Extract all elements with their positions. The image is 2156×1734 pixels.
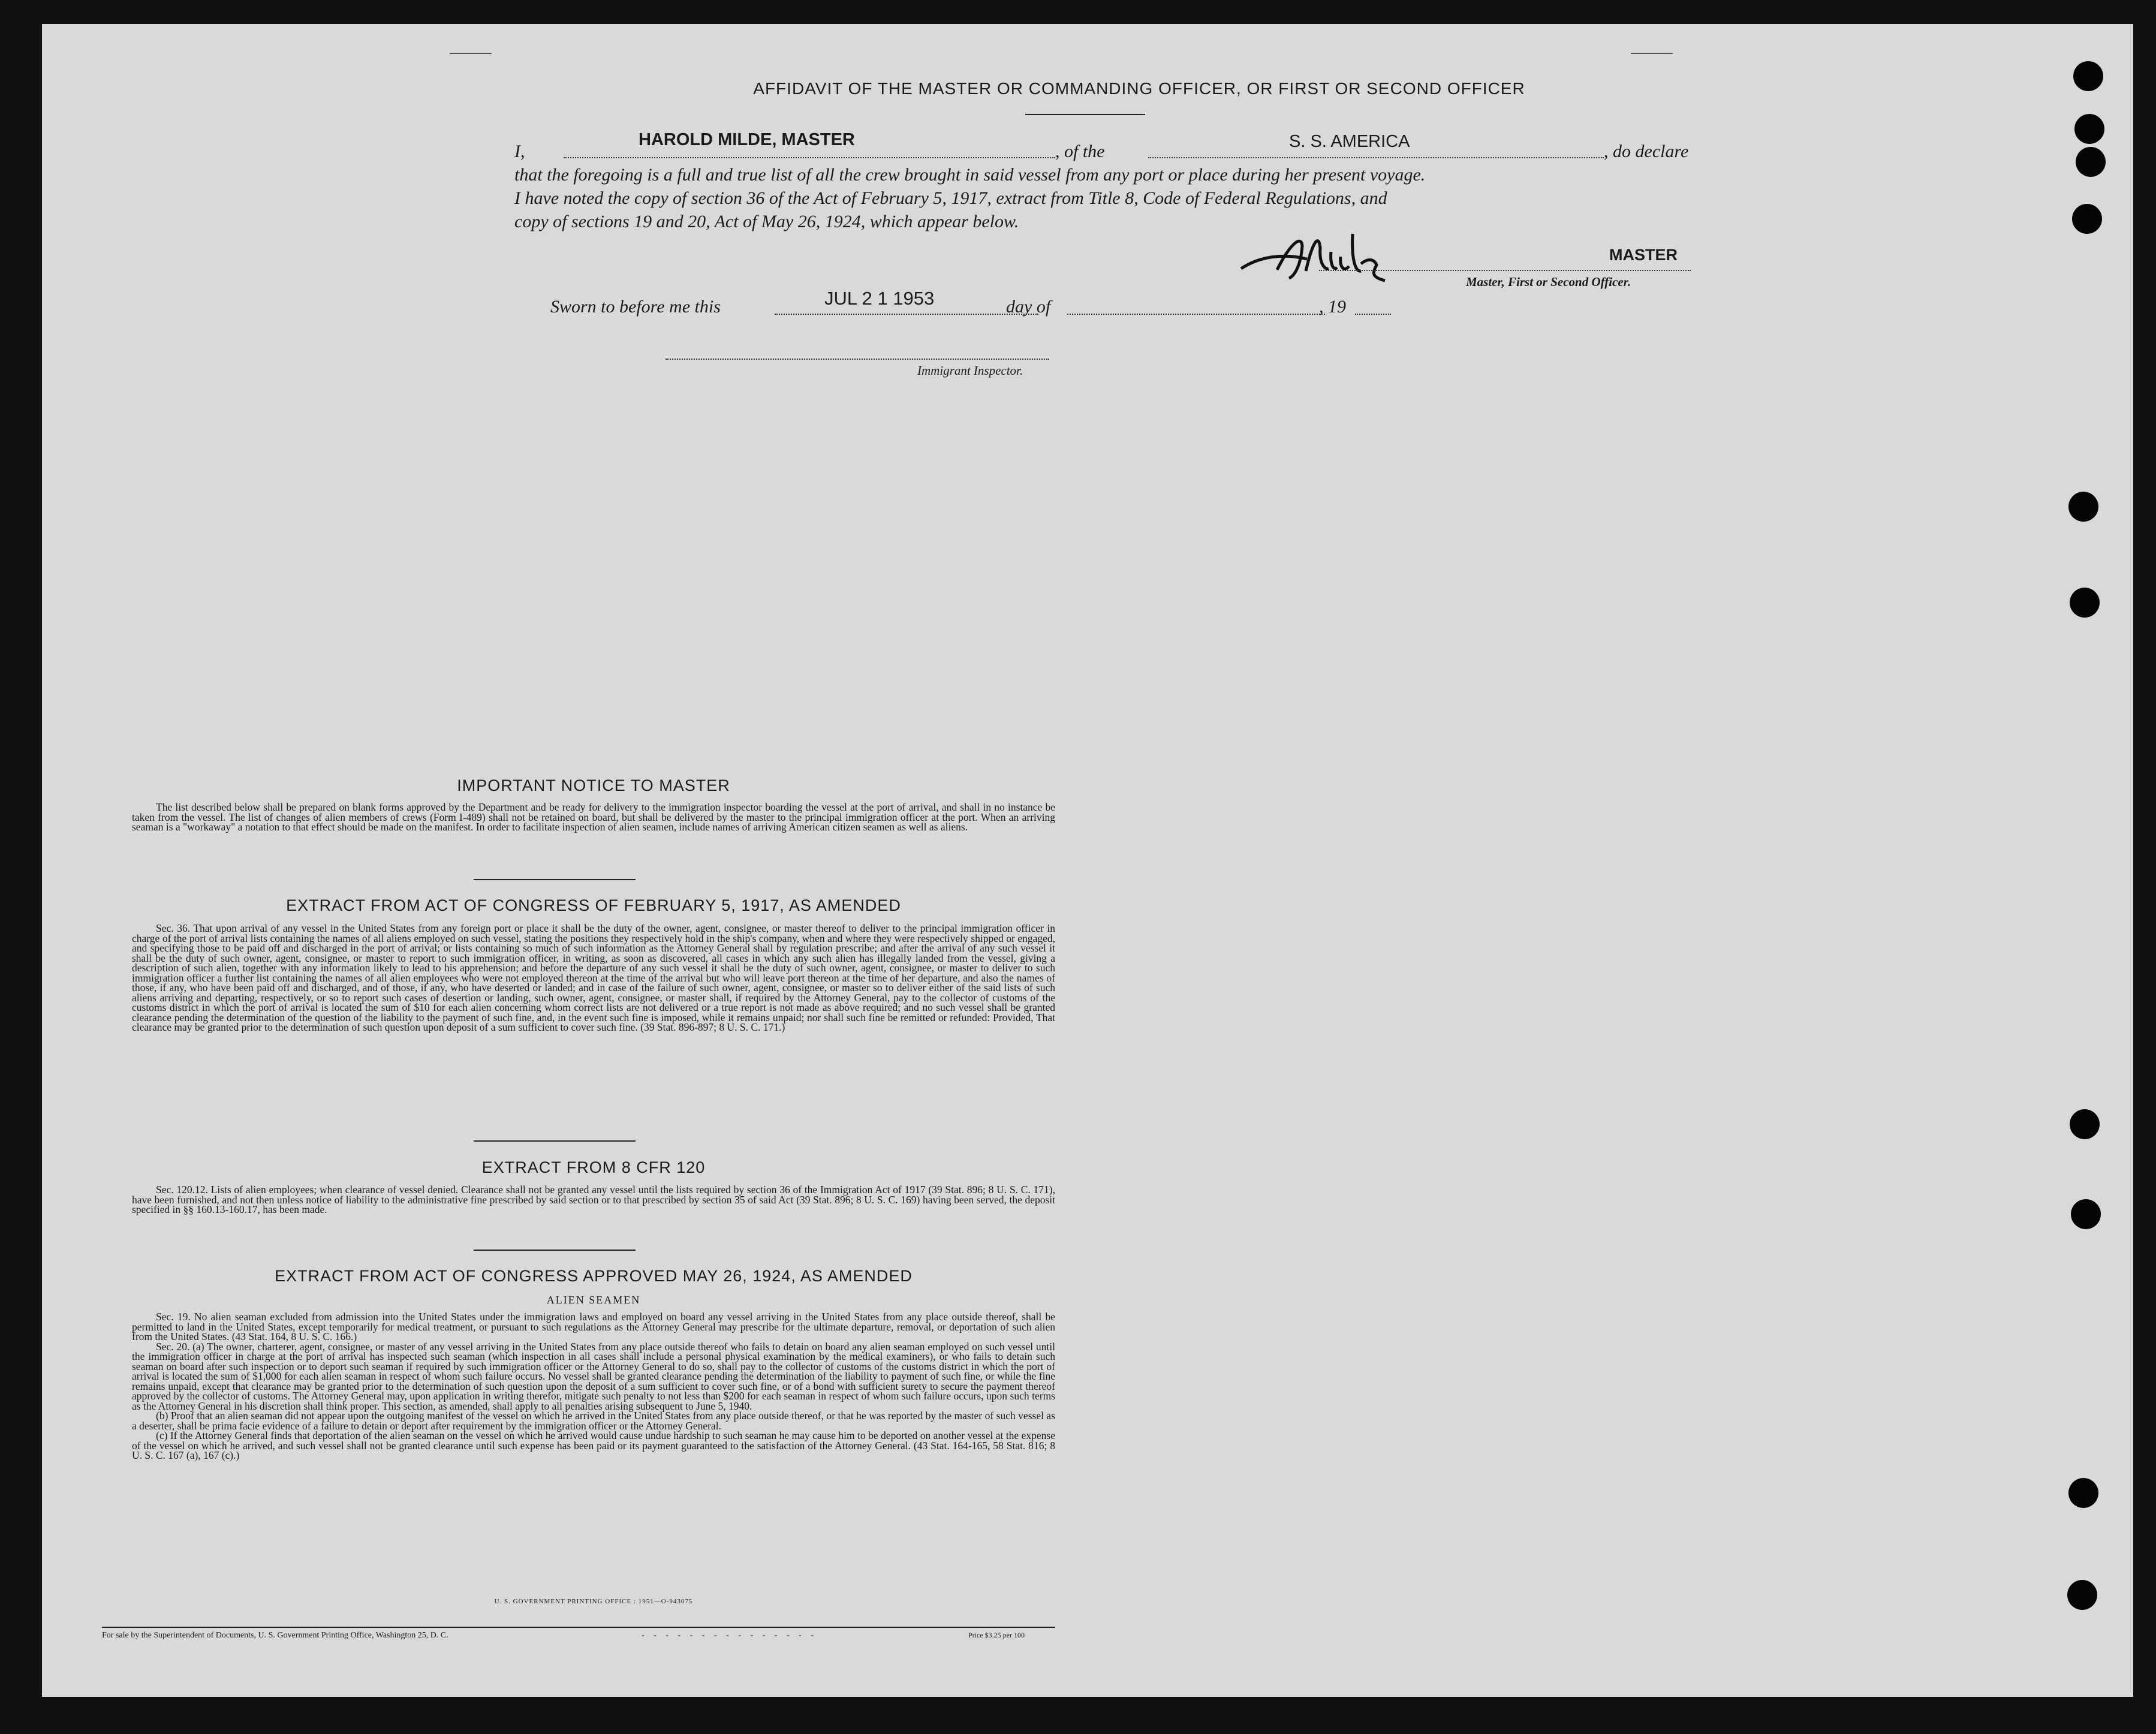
year-line bbox=[1355, 314, 1391, 315]
extract-8cfr-title: EXTRACT FROM 8 CFR 120 bbox=[481, 1158, 706, 1176]
gpo-imprint: U. S. GOVERNMENT PRINTING OFFICE : 1951—O-943075 bbox=[494, 1598, 693, 1605]
punch-hole bbox=[2068, 1478, 2098, 1508]
punch-hole bbox=[2070, 1109, 2100, 1139]
signature-line bbox=[1319, 270, 1691, 271]
section-divider bbox=[474, 1140, 636, 1142]
punch-hole bbox=[2071, 1199, 2101, 1229]
extract-8cfr-paragraph: Sec. 120.12. Lists of alien employees; when clearance of vessel denied. Clearance shall not be granted any vessel until the lists required by section 36 of the Immigration Act of 1917 (39 Stat. 896; 8 U. S. C. 171), have been furnished, and not then unless notice of liability to the administrative fine prescribed by said section or to that prescribed by section 35 of said Act (39 Stat. 896; 8 U. S. C. 169) having been served, the deposit specified in §§ 160.13-160.17, has been made. bbox=[132, 1184, 1055, 1215]
day-of-label: day of bbox=[1006, 297, 1051, 317]
notice-paragraph: The list described below shall be prepared on blank forms approved by the Department and be ready for delivery to the immigration inspector boarding the vessel at the port of arrival, and shall in no instance be taken from the vessel. The list of changes of alien members of crews (Form I-489) shall not be retained on board, but shall be delivered by the master to the principal immigration officer at the port. When an arriving seaman is a "workaway" a notation to that effect should be made on the manifest. In order to facilitate inspection of alien seamen, include names of arriving American citizen seamen as well as aliens. bbox=[132, 801, 1055, 833]
master-signature bbox=[1235, 222, 1415, 288]
name-line bbox=[564, 157, 1055, 158]
affidavit-line-2: that the foregoing is a full and true list of all the crew brought in said vessel from any port or place during her present voyage. bbox=[514, 165, 1426, 185]
section-divider bbox=[474, 879, 636, 880]
i-label: I, bbox=[514, 142, 525, 161]
punch-hole bbox=[2076, 147, 2106, 177]
signature-caption: Master, First or Second Officer. bbox=[1466, 275, 1631, 289]
sworn-date-line bbox=[775, 314, 1038, 315]
sworn-label: Sworn to before me this bbox=[550, 297, 721, 317]
date-stamp: JUL 2 1 1953 bbox=[824, 288, 935, 309]
master-name-value: HAROLD MILDE, MASTER bbox=[639, 130, 855, 149]
extract-1924-body bbox=[132, 1312, 1055, 1461]
scan-mark bbox=[1631, 53, 1673, 54]
vessel-line bbox=[1148, 157, 1604, 158]
footer-leaders: - - - - - - - - - - - - - - - bbox=[642, 1631, 817, 1640]
inspector-line bbox=[666, 359, 1049, 360]
sec-20b-paragraph: (b) Proof that an alien seaman did not appear upon the outgoing manifest of the vessel on which he arrived in the United States from any place outside thereof, or that he was reported by the master of such vessel as a deserter, shall be prima facie evidence of a failure to detain or deport after requirement by the immigration officer or the Attorney General. bbox=[132, 1410, 1055, 1432]
notice-title: IMPORTANT NOTICE TO MASTER bbox=[457, 776, 730, 794]
notice-body bbox=[132, 802, 1055, 832]
sec-20c-paragraph: (c) If the Attorney General finds that deportation of the alien seaman on the vessel on which he arrived would cause undue hardship to such seaman he may cause him to be deported on another vessel at the expense of the vessel on which he arrived, and such vessel shall not be granted clearance until such expense has been paid or its payment guaranteed to the satisfaction of the Attorney General. (43 Stat. 164-165, 58 Stat. 816; 8 U. S. C. 167 (a), 167 (c).) bbox=[132, 1429, 1055, 1461]
footer-rule bbox=[102, 1627, 1055, 1628]
punch-hole bbox=[2072, 204, 2102, 234]
punch-hole bbox=[2067, 1580, 2097, 1610]
vessel-name-value: S. S. AMERICA bbox=[1289, 132, 1410, 151]
punch-hole bbox=[2074, 114, 2104, 144]
extract-1917-title: EXTRACT FROM ACT OF CONGRESS OF FEBRUARY 5, 1917, AS AMENDED bbox=[286, 896, 901, 914]
scan-mark bbox=[450, 53, 492, 54]
month-line bbox=[1067, 314, 1325, 315]
signature-title: MASTER bbox=[1609, 246, 1678, 264]
punch-hole bbox=[2073, 61, 2103, 91]
extract-8cfr-body bbox=[132, 1185, 1055, 1215]
price-note: Price $3.25 per 100 bbox=[968, 1631, 1025, 1639]
extract-1917-body bbox=[132, 923, 1055, 1032]
do-declare-label: , do declare bbox=[1604, 142, 1689, 161]
affidavit-line-4: copy of sections 19 and 20, Act of May 26, 1924, which appear below. bbox=[514, 212, 1019, 231]
affidavit-line-3: I have noted the copy of section 36 of the Act of February 5, 1917, extract from Title 8, Code of Federal Regulations, and bbox=[514, 188, 1387, 208]
punch-hole bbox=[2068, 492, 2098, 522]
title-divider bbox=[1025, 114, 1145, 115]
for-sale-note: For sale by the Superintendent of Documents, U. S. Government Printing Office, Washington 25, D. C. bbox=[102, 1631, 448, 1640]
alien-seamen-subtitle: ALIEN SEAMEN bbox=[546, 1294, 641, 1306]
affidavit-title: AFFIDAVIT OF THE MASTER OR COMMANDING OFFICER, OR FIRST OR SECOND OFFICER bbox=[753, 79, 1525, 98]
extract-1924-title: EXTRACT FROM ACT OF CONGRESS APPROVED MAY 26, 1924, AS AMENDED bbox=[275, 1267, 913, 1285]
document-page bbox=[42, 24, 2133, 1697]
year-label: , 19 bbox=[1319, 297, 1346, 317]
of-the-label: , of the bbox=[1055, 142, 1105, 161]
section-divider bbox=[474, 1250, 636, 1251]
inspector-caption: Immigrant Inspector. bbox=[917, 363, 1023, 378]
punch-hole bbox=[2070, 588, 2100, 618]
sec-20a-paragraph: Sec. 20. (a) The owner, charterer, agent, consignee, or master of any vessel arriving in the United States from any place outside thereof who fails to detain on board any alien seaman employed on such vessel until the immigration officer in charge at the port of arrival has inspected such seaman (which inspection in all cases shall include a personal physical examination by the medical examiners), or who fails to detain such seaman on board after such inspection or to deport such seaman if required by such immigration officer or the Attorney General to do so, shall pay to the collector of customs of the customs district in which the port of arrival is located the sum of $1,000 for each alien seaman in respect of whom such failure occurs. No vessel shall be granted clearance pending the determination of the liability to payment of such fine, or while the fine remains unpaid, except that clearance may be granted prior to the determination of such question upon the deposit of a sum sufficient to cover such fine, or of a bond with sufficient surety to secure the payment thereof approved by the collector of customs. The Attorney General may, upon application in writing therefor, mitigate such penalty to not less than $200 for each seaman in respect of whom such failure occurs, upon such terms as the Attorney General in his discretion shall think proper. This section, as amended, shall apply to all penalties arising subsequent to June 5, 1940. bbox=[132, 1340, 1055, 1412]
sec-19-paragraph: Sec. 19. No alien seaman excluded from admission into the United States under the immigration laws and employed on board any vessel arriving in the United States from any place outside thereof, shall be permitted to land in the United States, except temporarily for medical treatment, or pursuant to such regulations as the Attorney General may prescribe for the ultimate departure, removal, or deportation of such alien from the United States. (43 Stat. 164, 8 U. S. C. 166.) bbox=[132, 1311, 1055, 1342]
extract-1917-paragraph: Sec. 36. That upon arrival of any vessel in the United States from any foreign port or place it shall be the duty of the owner, agent, consignee, or master thereof to deliver to the principal immigration officer in charge of the port of arrival lists containing the names of all aliens employed on such vessel, stating the positions they respectively hold in the ship's company, when and where they were respectively shipped or engaged, and specifying those to be paid off and discharged in the port of arrival; or lists containing so much of such information as the Attorney General shall by regulation prescribe; and after the arrival of any such vessel it shall be the duty of such owner, agent, consignee, or master to report to such immigration officer, in writing, as soon as discovered, all cases in which any such alien has illegally landed from the vessel, giving a description of such alien, together with any information likely to lead to his apprehension; and before the departure of any such vessel it shall be the duty of such owner, agent, consignee, or master to deliver to such immigration officer a further list containing the names of all alien employees who were not employed thereon at the time of the arrival but who will leave port thereon at the time of her departure, and also the names of those, if any, who have been paid off and discharged, and of those, if any, who have deserted or landed; and in case of the failure of such owner, agent, consignee, or master so to deliver either of the said lists of such aliens arriving and departing, respectively, or so to report such cases of desertion or landing, such owner, agent, consignee, or master shall, if required by the Attorney General, pay to the collector of customs of the customs district in which the port of arrival is located the sum of $10 for each alien concerning whom correct lists are not delivered or a true report is not made as above required; and no such vessel shall be granted clearance pending the determination of the question of the liability to the payment of such fine, and, in the event such fine is imposed, while it remains unpaid; nor shall such fine be remitted or refunded: Provided, That clearance may be granted prior to the determination of such question upon deposit of a sum sufficient to cover such fine. (39 Stat. 896-897; 8 U. S. C. 171.) bbox=[132, 922, 1055, 1033]
